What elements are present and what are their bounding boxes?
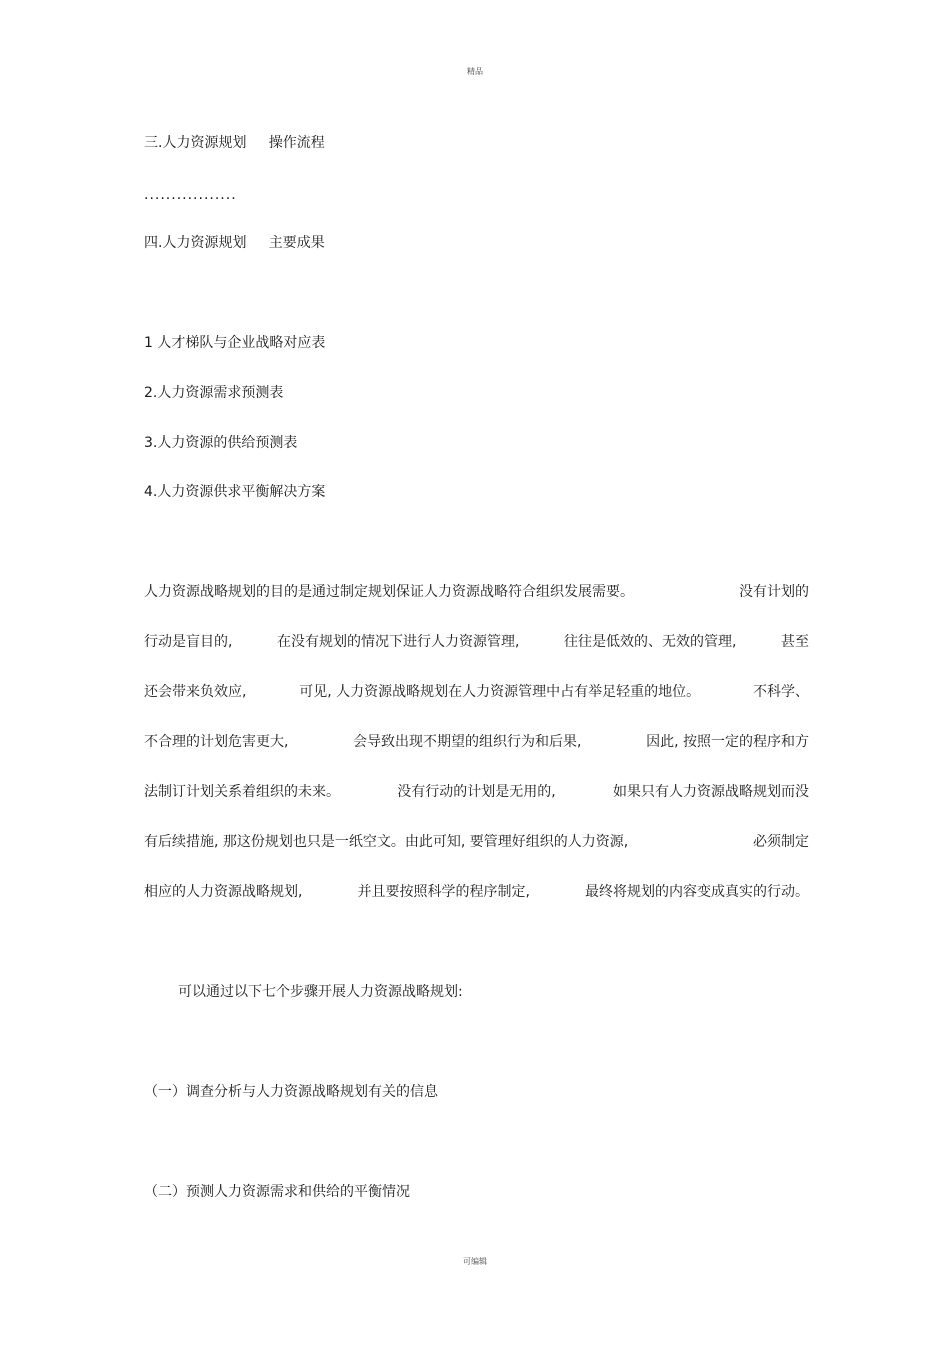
- text-segment: 相应的人力资源战略规划,: [144, 884, 303, 900]
- page-header: 精品: [467, 67, 483, 76]
- paragraph-line: [144, 633, 809, 683]
- text-segment: 会导致出现不期望的组织行为和后果,: [353, 734, 582, 750]
- page-footer: 可编辑: [463, 1257, 487, 1266]
- text-segment: 可见, 人力资源战略规划在人力资源管理中占有举足轻重的地位。: [299, 684, 701, 700]
- text-segment: 还会带来负效应,: [144, 684, 247, 700]
- paragraph-line: [144, 583, 809, 633]
- text-segment: 没有行动的计划是无用的,: [397, 784, 556, 800]
- paragraph-line: [144, 733, 809, 783]
- result-item-2: 2.人力资源需求预测表: [144, 385, 284, 401]
- text-segment: 必须制定: [753, 834, 809, 850]
- text-segment: 如果只有人力资源战略规划而没: [612, 784, 809, 800]
- text-segment: 因此, 按照一定的程序和方: [646, 734, 809, 750]
- paragraph-line: [144, 883, 809, 933]
- text-segment: 最终将规划的内容变成真实的行动。: [585, 884, 809, 900]
- text-segment: 往往是低效的、无效的管理,: [564, 634, 737, 650]
- section-heading-3: 三.人力资源规划 操作流程: [144, 135, 325, 151]
- steps-intro: 可以通过以下七个步骤开展人力资源战略规划:: [178, 984, 463, 1000]
- text-segment: 行动是盲目的,: [144, 634, 233, 650]
- paragraph-line: [144, 783, 809, 833]
- section-heading-4: 四.人力资源规划 主要成果: [144, 235, 325, 251]
- text-segment: 甚至: [781, 634, 809, 650]
- text-segment: 法制订计划关系着组织的未来。: [144, 784, 340, 800]
- text-segment: 有后续措施, 那这份规划也只是一纸空文。由此可知, 要管理好组织的人力资源,: [144, 834, 629, 850]
- ellipsis-line: .................: [144, 187, 237, 203]
- text-segment: 不科学、: [752, 684, 809, 700]
- paragraph-line: [144, 833, 809, 883]
- paragraph-line: [144, 683, 809, 733]
- result-item-1: 1 人才梯队与企业战略对应表: [144, 335, 326, 351]
- result-item-4: 4.人力资源供求平衡解决方案: [144, 484, 326, 500]
- text-segment: 没有计划的: [739, 584, 809, 600]
- result-item-3: 3.人力资源的供给预测表: [144, 435, 298, 451]
- text-segment: 在没有规划的情况下进行人力资源管理,: [277, 634, 520, 650]
- step-1-heading: （一）调查分析与人力资源战略规划有关的信息: [144, 1084, 438, 1100]
- text-segment: 人力资源战略规划的目的是通过制定规划保证人力资源战略符合组织发展需要。: [144, 584, 634, 600]
- text-segment: 不合理的计划危害更大,: [144, 734, 289, 750]
- text-segment: 并且要按照科学的程序制定,: [357, 884, 530, 900]
- step-2-heading: （二）预测人力资源需求和供给的平衡情况: [144, 1184, 410, 1200]
- body-paragraph: [144, 583, 809, 933]
